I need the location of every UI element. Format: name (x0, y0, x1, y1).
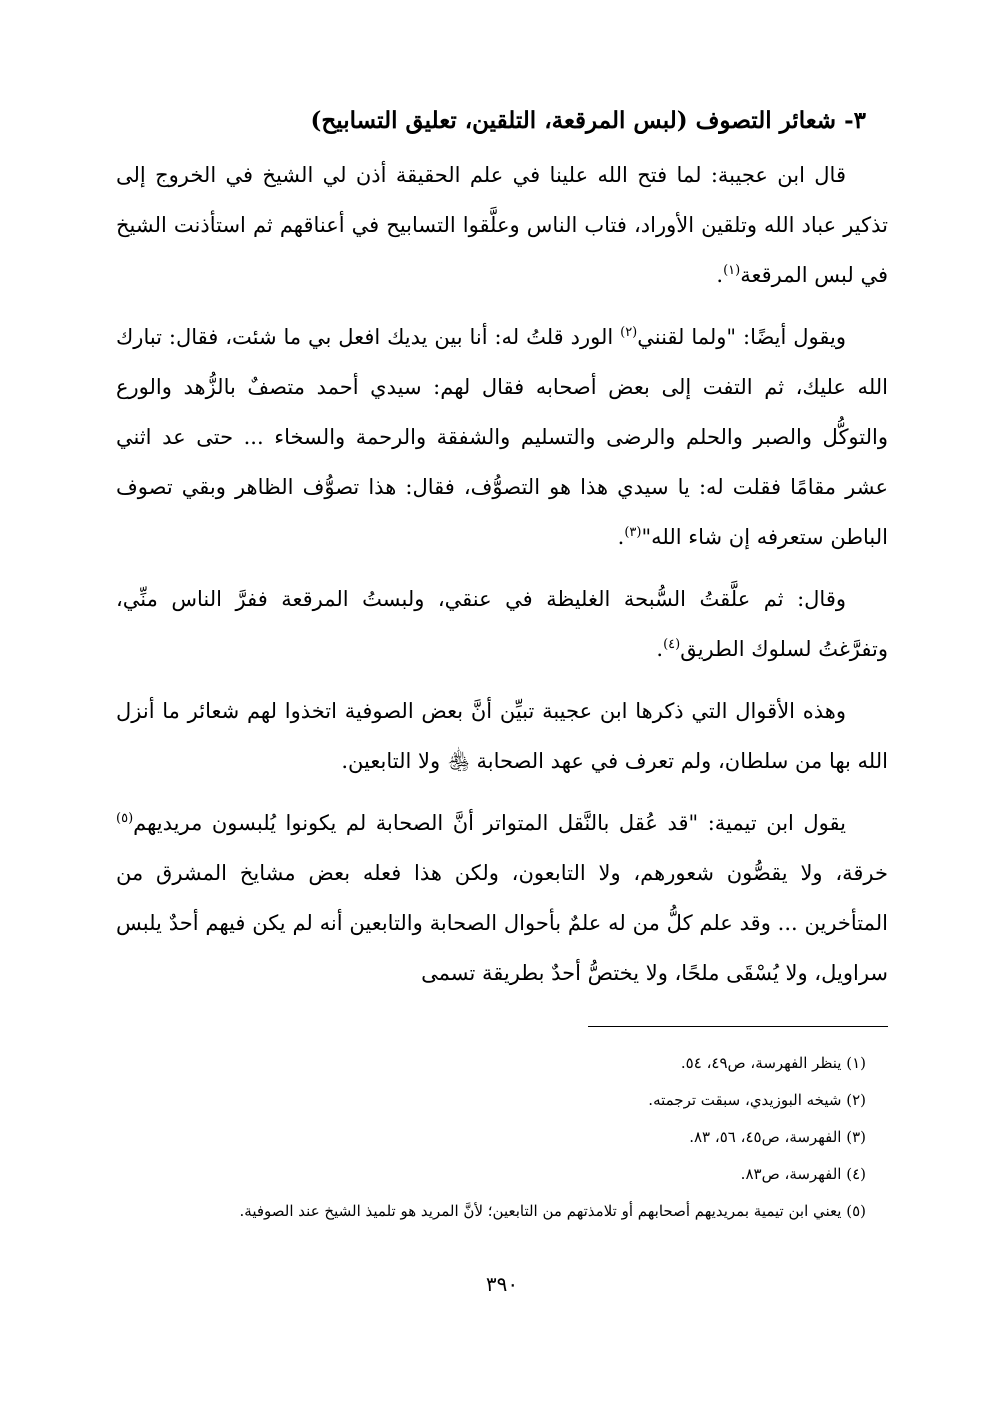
paragraph-2-end: . (617, 525, 625, 549)
section-heading: ٣- شعائر التصوف (لبس المرقعة، التلقين، تعليق التسابيح) (310, 107, 866, 134)
paragraph-4 (116, 686, 888, 786)
paragraph-1-end: . (716, 263, 724, 287)
footnote-ref-1[interactable]: (١) (723, 263, 741, 278)
page-number: ٣٩٠ (485, 1272, 519, 1296)
paragraph-1-text: قال ابن عجيبة: لما فتح الله علينا في علم الحقيقة أذن لي الشيخ في الخروج إلى تذكير عباد الله وتلقين الأوراد، فتاب الناس وعلَّقوا التسابيح في أعناقهم ثم استأذنت الشيخ في لبس المرقعة (116, 163, 888, 287)
footnote-2: (٢) شيخه البوزيدي، سبقت ترجمته. (648, 1091, 866, 1109)
footnote-ref-2[interactable]: (٢) (620, 325, 638, 340)
footnote-ref-3[interactable]: (٣) (624, 525, 642, 540)
paragraph-5-text: يقول ابن تيمية: "قد عُقل بالنَّقل المتواتر أنَّ الصحابة لم يكونوا يُلبسون مريديهم (133, 811, 846, 835)
paragraph-1 (116, 150, 888, 300)
paragraph-3-text: وقال: ثم علَّقتُ السُّبحة الغليظة في عنقي، ولبستُ المرقعة ففرَّ الناس منِّي، وتفرَّغتُ لسلوك الطريق (116, 587, 888, 661)
paragraph-3-end: . (656, 637, 664, 661)
footnotes-list (116, 1045, 888, 1230)
footnote-separator (588, 1026, 888, 1027)
main-text (116, 96, 888, 1010)
paragraph-2-text-cont: الورد قلتُ له: أنا بين يديك افعل بي ما شئت، فقال: تبارك الله عليك، ثم التفت إلى بعض أصحابه فقال لهم: سيدي أحمد متصفٌ بالزُّهد والورع والتوكُّل والصبر والحلم والرضى والتسليم والشفقة والرحمة والسخاء ... حتى عد اثني عشر مقامًا فقلت له: يا سيدي هذا هو التصوُّف، فقال: هذا تصوُّف الظاهر وبقي تصوف الباطن ستعرفه إن شاء الله" (116, 325, 888, 549)
paragraph-2 (116, 312, 888, 562)
paragraph-5 (116, 798, 888, 998)
footnote-4: (٤) الفهرسة، ص٨٣. (740, 1165, 866, 1183)
paragraph-3 (116, 574, 888, 674)
paragraph-5-text-cont: خرقة، ولا يقصُّون شعورهم، ولا التابعون، ولكن هذا فعله بعض مشايخ المشرق من المتأخرين ... وقد علم كلُّ من له علمٌ بأحوال الصحابة والتابعين أنه لم يكن فيهم أحدٌ يلبس سراويل، ولا يُسْقَى ملحًا، ولا يختصُّ أحدٌ بطريقة تسمى (116, 861, 888, 985)
footnote-1: (١) ينظر الفهرسة، ص٤٩، ٥٤. (680, 1054, 866, 1072)
footnote-5: (٥) يعني ابن تيمية بمريديهم أصحابهم أو تلامذتهم من التابعين؛ لأنَّ المريد هو تلميذ الشيخ عند الصوفية. (239, 1202, 866, 1220)
footnote-ref-5[interactable]: (٥) (116, 811, 134, 826)
footnote-3: (٣) الفهرسة، ص٤٥، ٥٦، ٨٣. (689, 1128, 866, 1146)
paragraph-2-text: ويقول أيضًا: "ولما لقنني (637, 325, 846, 349)
footnote-ref-4[interactable]: (٤) (663, 637, 681, 652)
paragraph-4-text: وهذه الأقوال التي ذكرها ابن عجيبة تبيِّن أنَّ بعض الصوفية اتخذوا لهم شعائر ما أنزل الله بها من سلطان، ولم تعرف في عهد الصحابة ﵃ ولا التابعين. (116, 699, 888, 773)
